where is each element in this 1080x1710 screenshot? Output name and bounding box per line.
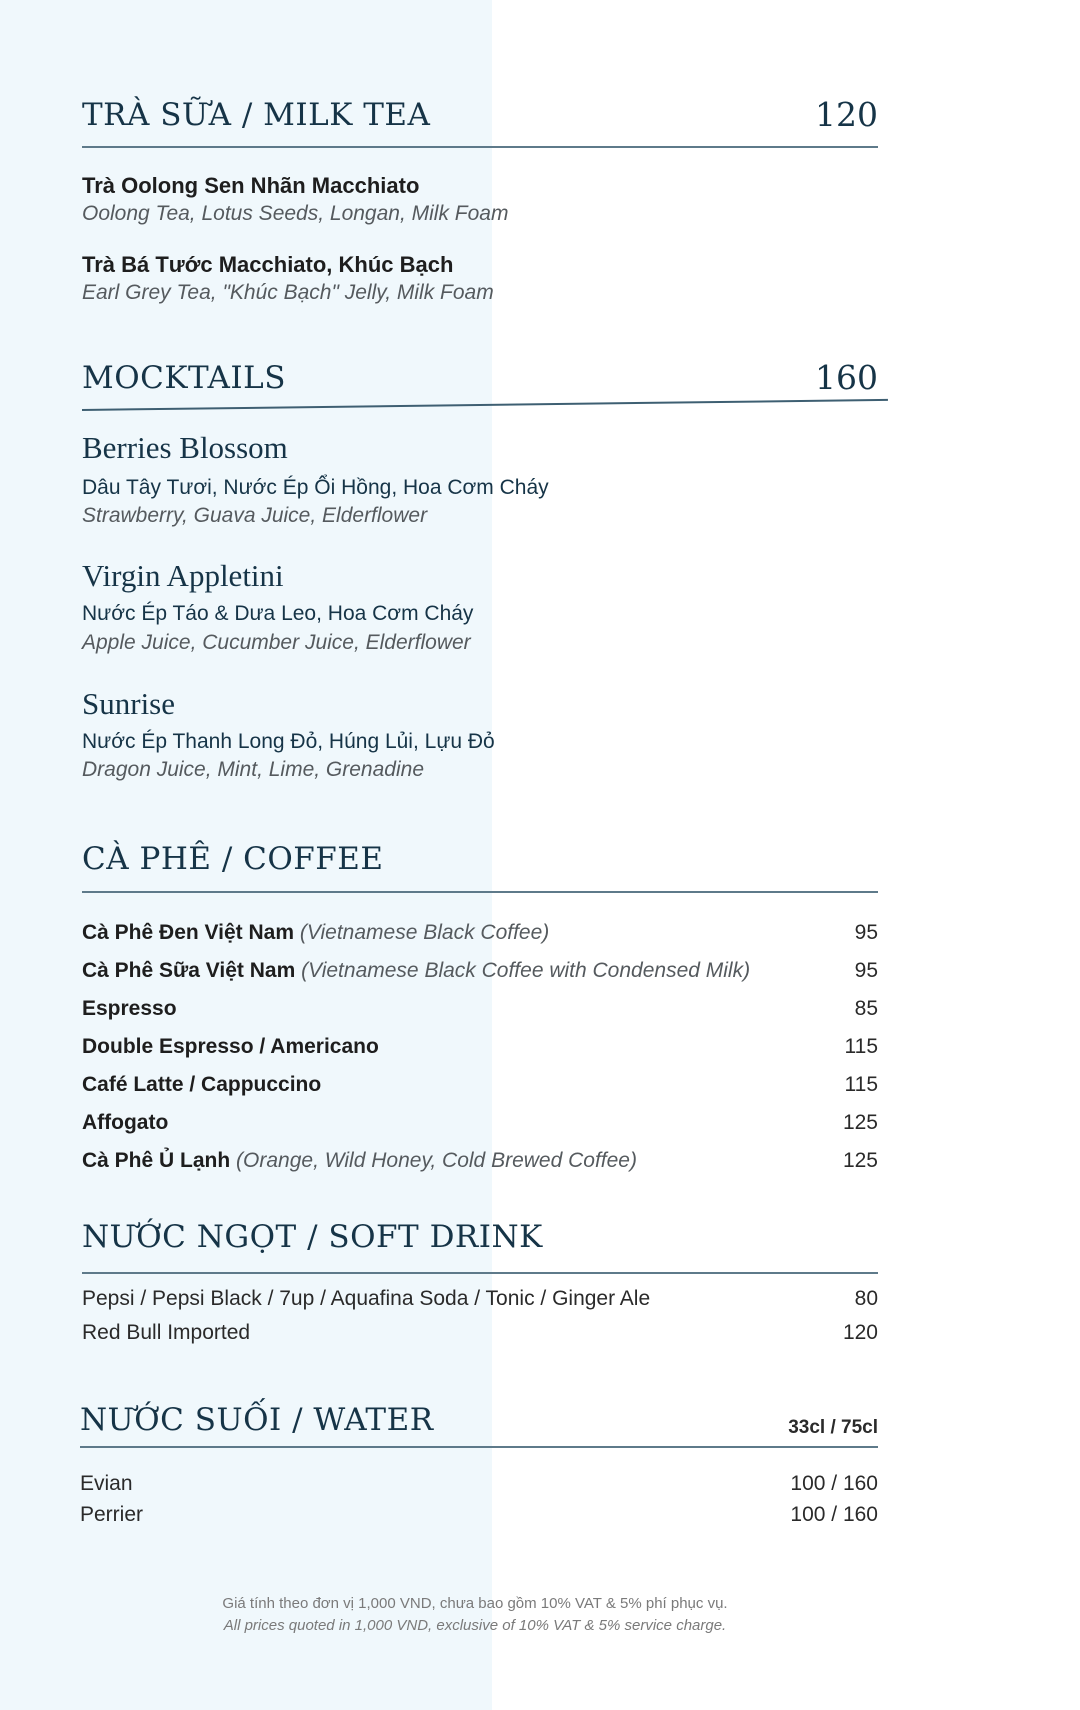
coffee-item-note: (Vietnamese Black Coffee) <box>299 921 550 944</box>
menu-item-name: Trà Bá Tước Macchiato, Khúc Bạch <box>82 252 454 277</box>
coffee-row <box>82 1109 878 1137</box>
mocktail-name: Sunrise <box>82 686 175 721</box>
mocktail-description-vn: Nước Ép Thanh Long Đỏ, Húng Lủi, Lựu Đỏ <box>82 730 495 753</box>
section-divider <box>82 1272 878 1274</box>
mocktail-name: Virgin Appletini <box>82 558 284 593</box>
coffee-item-name <box>82 921 549 945</box>
coffee-item-name-vn: Cà Phê Đen Việt Nam <box>82 921 295 944</box>
coffee-row <box>82 1071 878 1099</box>
coffee-item-name: Affogato <box>82 1111 169 1134</box>
coffee-item-price: 95 <box>854 959 878 982</box>
section-divider <box>82 891 878 893</box>
footer-note-en: All prices quoted in 1,000 VND, exclusive of 10% VAT & 5% service charge. <box>223 1617 727 1634</box>
coffee-item-name: Double Espresso / Americano <box>82 1035 379 1058</box>
coffee-item-name: Espresso <box>82 997 177 1020</box>
coffee-item-price: 115 <box>844 1073 878 1096</box>
coffee-item-name-vn: Cà Phê Sữa Việt Nam <box>82 959 296 982</box>
water-name: Perrier <box>80 1503 144 1526</box>
menu-item-description: Earl Grey Tea, "Khúc Bạch" Jelly, Milk Foam <box>82 281 494 304</box>
section-title-water: NƯỚC SUỐI / WATER <box>80 1402 434 1438</box>
soft-drink-name: Pepsi / Pepsi Black / 7up / Aquafina Soda / Tonic / Ginger Ale <box>82 1287 651 1310</box>
coffee-item-name: Café Latte / Cappuccino <box>82 1073 322 1096</box>
mocktail-description-en: Strawberry, Guava Juice, Elderflower <box>82 504 428 527</box>
coffee-row <box>82 1147 878 1175</box>
coffee-row <box>82 1033 878 1061</box>
water-price: 100 / 160 <box>790 1472 878 1495</box>
coffee-row <box>82 995 878 1023</box>
soft-drink-row <box>82 1319 878 1347</box>
mocktail-name: Berries Blossom <box>82 430 288 465</box>
section-price-mocktails: 160 <box>815 358 878 397</box>
mocktail-description-en: Dragon Juice, Mint, Lime, Grenadine <box>82 758 424 781</box>
water-row <box>80 1501 878 1529</box>
section-divider <box>82 146 878 148</box>
menu-item-name: Trà Oolong Sen Nhãn Macchiato <box>82 173 420 198</box>
coffee-item-price: 115 <box>844 1035 878 1058</box>
water-row <box>80 1470 878 1498</box>
coffee-item-price: 125 <box>842 1149 878 1172</box>
coffee-item-name <box>82 959 750 983</box>
coffee-item-price: 85 <box>854 997 878 1020</box>
mocktail-description-vn: Dâu Tây Tươi, Nước Ép Ổi Hồng, Hoa Cơm Cháy <box>82 476 549 499</box>
mocktail-description-en: Apple Juice, Cucumber Juice, Elderflower <box>82 631 471 654</box>
footer-note-vn: Giá tính theo đơn vị 1,000 VND, chưa bao gồm 10% VAT & 5% phí phục vụ. <box>222 1595 728 1612</box>
soft-drink-price: 120 <box>842 1321 878 1344</box>
soft-drink-name: Red Bull Imported <box>82 1321 251 1344</box>
water-name: Evian <box>80 1472 133 1495</box>
section-title-milk-tea: TRÀ SỮA / MILK TEA <box>82 97 431 133</box>
mocktail-description-vn: Nước Ép Táo & Dưa Leo, Hoa Cơm Cháy <box>82 602 474 625</box>
section-price-milk-tea: 120 <box>815 95 878 134</box>
coffee-item-name <box>82 1149 637 1173</box>
soft-drink-price: 80 <box>854 1287 878 1310</box>
section-title-mocktails: MOCKTAILS <box>82 360 286 396</box>
coffee-item-note: (Orange, Wild Honey, Cold Brewed Coffee) <box>236 1149 637 1172</box>
coffee-item-name-vn: Cà Phê Ủ Lạnh <box>82 1149 231 1172</box>
coffee-row <box>82 957 878 985</box>
coffee-item-price: 125 <box>842 1111 878 1134</box>
section-divider <box>80 1446 878 1448</box>
water-price: 100 / 160 <box>790 1503 878 1526</box>
coffee-item-note: (Vietnamese Black Coffee with Condensed Milk) <box>301 959 751 982</box>
section-title-soft-drink: NƯỚC NGỌT / SOFT DRINK <box>82 1219 543 1255</box>
section-title-coffee: CÀ PHÊ / COFFEE <box>82 841 384 877</box>
menu-item-description: Oolong Tea, Lotus Seeds, Longan, Milk Foam <box>82 202 509 225</box>
coffee-row <box>82 919 878 947</box>
water-size-label: 33cl / 75cl <box>788 1417 878 1438</box>
coffee-item-price: 95 <box>854 921 878 944</box>
soft-drink-row <box>82 1285 878 1313</box>
